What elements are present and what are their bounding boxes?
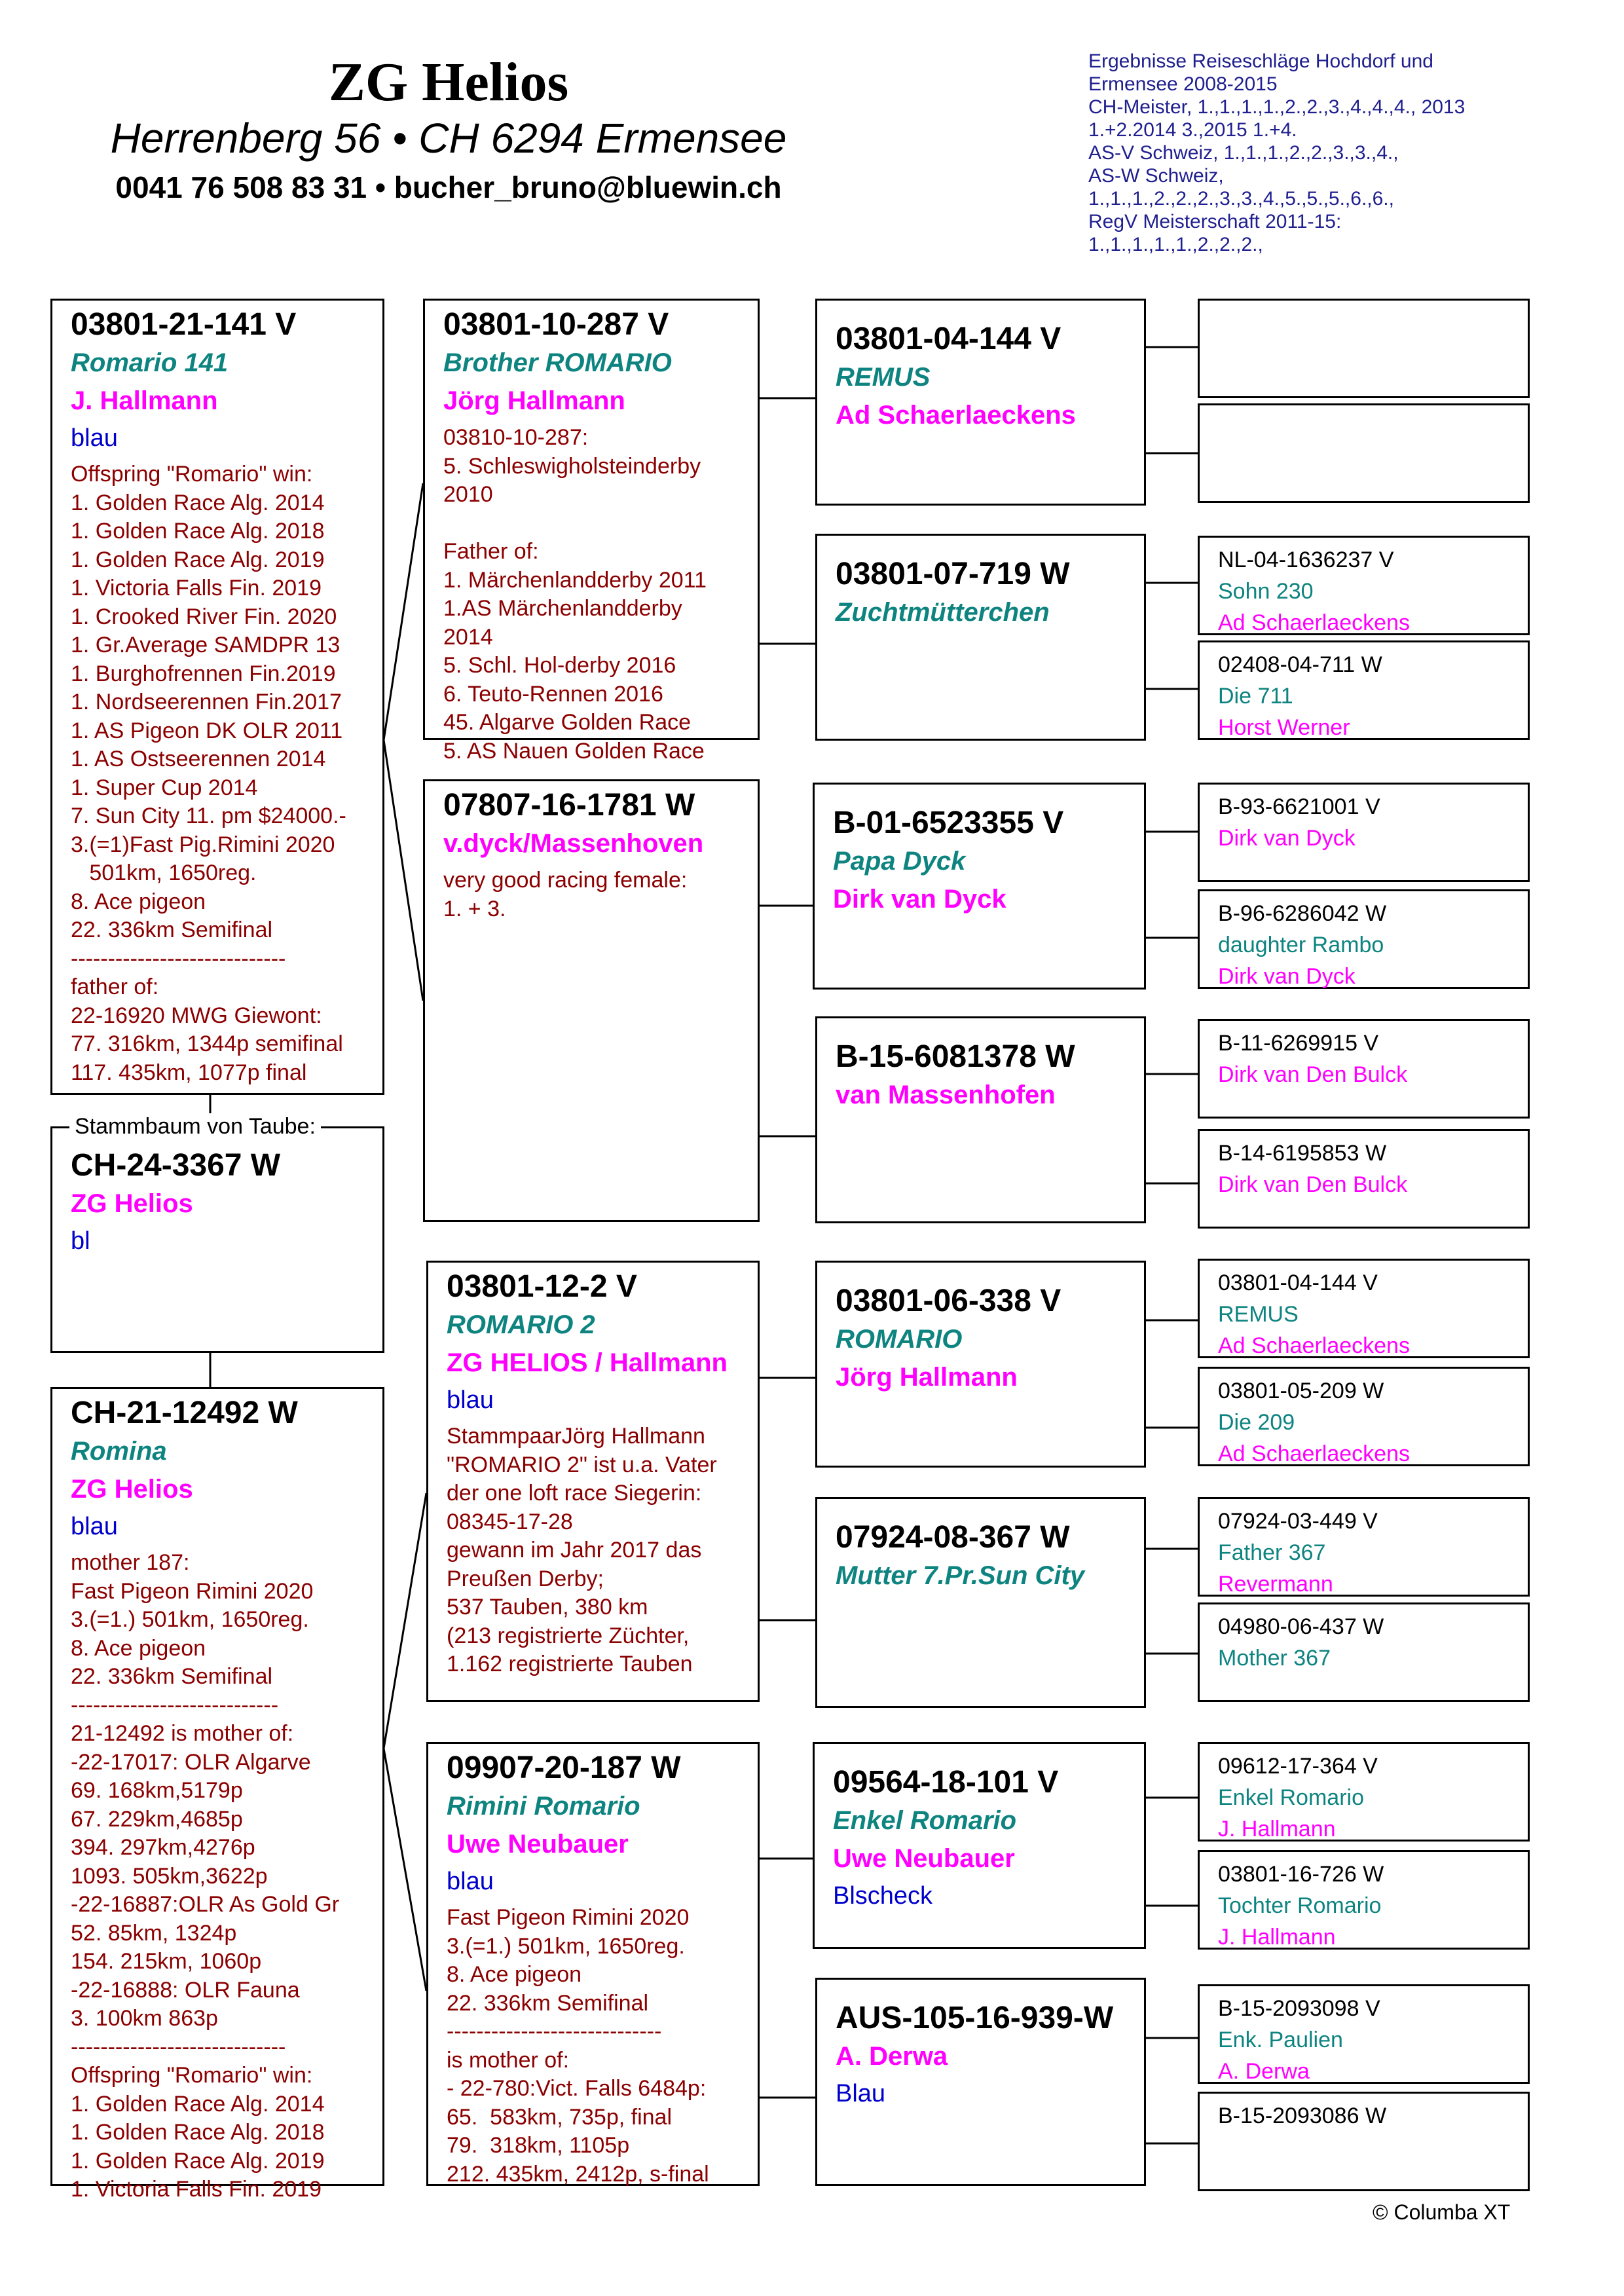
- results-line: RegV Meisterschaft 2011-15:: [1088, 211, 1342, 232]
- breeder-title: ZG Helios: [328, 52, 569, 113]
- owner: Horst Werner: [1218, 715, 1350, 740]
- pigeon-name: Die 711: [1218, 684, 1293, 709]
- results-line: Ergebnisse Reiseschläge Hochdorf und: [1088, 50, 1433, 72]
- pedigree-subject-label: Stammbaum von Taube:: [69, 1113, 321, 1139]
- pigeon-name: Papa Dyck: [833, 847, 966, 876]
- ring-number: AUS-105-16-939-W: [836, 2001, 1114, 2035]
- gen3-card: [815, 1016, 1146, 1223]
- owner: A. Derwa: [1218, 2059, 1310, 2084]
- pigeon-name: Tochter Romario: [1218, 1893, 1382, 1918]
- gen4-card: [1198, 1497, 1530, 1597]
- pigeon-name: REMUS: [1218, 1302, 1299, 1327]
- ring-number: NL-04-1636237 V: [1218, 547, 1394, 572]
- results-line: 1.,1.,1.,2.,2.,2.,3.,3.,4.,5.,5.,5.,6.,6.,: [1088, 188, 1394, 210]
- father-card: [50, 299, 384, 1095]
- pigeon-name: ROMARIO 2: [447, 1310, 595, 1339]
- ring-number: 09612-17-364 V: [1218, 1754, 1378, 1779]
- ring-number: 03801-21-141 V: [71, 307, 297, 342]
- owner: ZG HELIOS / Hallmann: [447, 1348, 728, 1377]
- paternal-grandfather-card: [423, 299, 760, 764]
- owner: Ad Schaerlaeckens: [836, 401, 1076, 430]
- owner: Jörg Hallmann: [443, 386, 625, 415]
- performance-notes: very good racing female: 1. + 3.: [443, 868, 688, 921]
- ring-number: 09564-18-101 V: [833, 1765, 1059, 1800]
- pigeon-name: daughter Rambo: [1218, 933, 1384, 957]
- ring-number: CH-21-12492 W: [71, 1396, 298, 1430]
- pigeon-name: Romario 141: [71, 348, 229, 377]
- performance-notes: StammpaarJörg Hallmann "ROMARIO 2" ist u.a. Vater der one loft race Siegerin: 08345-17-28 gewann im Jahr 2017 das Preußen Derby; 537 Tauben, 380 km (213 registrierte Züchter, 1.162 registrierte Tauben: [447, 1424, 717, 1676]
- gen4-card: [1198, 536, 1530, 635]
- owner: Ad Schaerlaeckens: [1218, 1441, 1410, 1466]
- results-summary: [1088, 50, 1612, 256]
- ring-number: 07924-08-367 W: [836, 1520, 1070, 1555]
- pigeon-name: Die 209: [1218, 1410, 1295, 1435]
- ring-number: 03801-16-726 W: [1218, 1862, 1384, 1887]
- owner: Uwe Neubauer: [447, 1830, 629, 1859]
- gen4-card: [1198, 1129, 1530, 1229]
- results-line: Ermensee 2008-2015: [1088, 73, 1278, 95]
- pigeon-name: Zuchtmütterchen: [836, 598, 1050, 627]
- gen3-card: [815, 1497, 1146, 1708]
- gen3-card: [815, 299, 1146, 506]
- owner: Uwe Neubauer: [833, 1844, 1015, 1873]
- ring-number: B-15-6081378 W: [836, 1039, 1075, 1074]
- gen4-card-empty: [1198, 403, 1530, 503]
- owner: ZG Helios: [71, 1475, 193, 1504]
- gen3-card: [815, 1261, 1146, 1468]
- gen4-card: [1198, 2092, 1530, 2191]
- breeder-address: Herrenberg 56 • CH 6294 Ermensee: [110, 115, 787, 162]
- owner: J. Hallmann: [71, 386, 218, 415]
- pigeon-name: Enkel Romario: [1218, 1785, 1364, 1810]
- gen4-card: [1198, 1602, 1530, 1702]
- pigeon-name: Mutter 7.Pr.Sun City: [836, 1561, 1085, 1590]
- plumage-color: blau: [447, 1868, 494, 1895]
- owner: Ad Schaerlaeckens: [1218, 610, 1410, 635]
- owner: Dirk van Dyck: [1218, 826, 1356, 851]
- pigeon-name: Mother 367: [1218, 1646, 1331, 1671]
- ring-number: B-96-6286042 W: [1218, 901, 1387, 926]
- ring-number: B-01-6523355 V: [833, 805, 1064, 840]
- gen4-card: [1198, 1850, 1530, 1950]
- pigeon-name: Rimini Romario: [447, 1792, 640, 1821]
- owner: van Massenhofen: [836, 1081, 1056, 1109]
- results-line: AS-V Schweiz, 1.,1.,1.,2.,2.,3.,3.,4.,: [1088, 142, 1399, 164]
- gen4-card: [1198, 1259, 1530, 1358]
- plumage-color: bl: [71, 1227, 90, 1255]
- plumage-color: blau: [71, 1513, 118, 1540]
- ring-number: 03801-04-144 V: [836, 322, 1061, 356]
- ring-number: 07807-16-1781 W: [443, 788, 695, 823]
- owner: Dirk van Dyck: [1218, 964, 1356, 989]
- ring-number: 04980-06-437 W: [1218, 1614, 1384, 1639]
- gen4-card: [1198, 889, 1530, 989]
- ring-number: 03801-10-287 V: [443, 307, 669, 342]
- results-line: 1.+2.2014 3.,2015 1.+4.: [1088, 119, 1297, 141]
- results-line: AS-W Schweiz,: [1088, 165, 1224, 187]
- pigeon-name: ROMARIO: [836, 1325, 963, 1354]
- gen3-card: [815, 534, 1146, 741]
- pigeon-name: Brother ROMARIO: [443, 348, 672, 377]
- performance-notes: mother 187: Fast Pigeon Rimini 2020 3.(=1.) 501km, 1650reg. 8. Ace pigeon 22. 336km Semifinal ---------------------------- 21-12492 is mother of: -22-17017: OLR Algarve 69. 168km,5179p 67. 229km,4685p 394. 297km,4276p 1093. 505km,3622p -22-16887:OLR As Gold Gr 52. 85km, 1324p 154. 215km, 1060p -22-16888: OLR Fauna 3. 100km 863p ----------------------------- Offspring "Romario" win: 1. Golden Race Alg. 2014 1. Golden Race Alg. 2018 1. Golden Race Alg. 2019 1. Victoria Falls Fin. 2019: [71, 1550, 340, 2202]
- owner: A. Derwa: [836, 2042, 948, 2071]
- owner: Jörg Hallmann: [836, 1363, 1018, 1392]
- ring-number: B-93-6621001 V: [1218, 794, 1380, 819]
- pigeon-name: Romina: [71, 1437, 167, 1466]
- pigeon-name: Father 367: [1218, 1540, 1326, 1565]
- mother-card: [50, 1387, 384, 2202]
- gen4-card-empty: [1198, 299, 1530, 398]
- ring-number: 02408-04-711 W: [1218, 652, 1382, 677]
- performance-notes: Offspring "Romario" win: 1. Golden Race Alg. 2014 1. Golden Race Alg. 2018 1. Golden Race Alg. 2019 1. Victoria Falls Fin. 2019 1. Crooked River Fin. 2020 1. Gr.Average SAMDPR 13 1. Burghofrennen Fin.2019 1. Nordseerennen Fin.2017 1. AS Pigeon DK OLR 2011 1. AS Ostseerennen 2014 1. Super Cup 2014 7. Sun City 11. pm $24000.- 3.(=1)Fast Pig.Rimini 2020 501km, 1650reg. 8. Ace pigeon 22. 336km Semifinal ----------------------------- father of: 22-16920 MWG Giewont: 77. 316km, 1344p semifinal 117. 435km, 1077p final: [71, 462, 346, 1085]
- pigeon-name: Sohn 230: [1218, 579, 1314, 604]
- pigeon-name: Enk. Paulien: [1218, 2028, 1343, 2052]
- pigeon-name: Enkel Romario: [833, 1806, 1017, 1835]
- plumage-color: blau: [71, 424, 118, 452]
- ring-number: CH-24-3367 W: [71, 1148, 281, 1183]
- ring-number: 03801-05-209 W: [1218, 1379, 1384, 1403]
- ring-number: 03801-06-338 V: [836, 1284, 1061, 1318]
- owner: J. Hallmann: [1218, 1925, 1336, 1950]
- gen3-card: [813, 783, 1146, 990]
- owner: v.dyck/Massenhoven: [443, 829, 704, 858]
- gen4-card: [1198, 1019, 1530, 1119]
- ring-number: 07924-03-449 V: [1218, 1509, 1378, 1534]
- subject-card: [50, 1126, 384, 1353]
- breeder-contact: 0041 76 508 83 31 • bucher_bruno@bluewin.ch: [115, 170, 782, 204]
- ring-number: B-15-2093086 W: [1218, 2103, 1387, 2128]
- maternal-grandmother-card: [426, 1742, 760, 2186]
- performance-notes: 03810-10-287: 5. Schleswigholsteinderby 2010 Father of: 1. Märchenlandderby 2011 1.AS Märchenlandderby 2014 5. Schl. Hol-derby 2016 6. Teuto-Rennen 2016 45. Algarve Golden Race 5. AS Nauen Golden Race: [443, 425, 707, 764]
- ring-number: B-14-6195853 W: [1218, 1141, 1387, 1166]
- gen4-card: [1198, 1984, 1530, 2084]
- results-line: 1.,1.,1.,1.,1.,2.,2.,2.,: [1088, 234, 1263, 255]
- plumage-color: blau: [447, 1386, 494, 1414]
- plumage-color: Blau: [836, 2080, 886, 2107]
- plumage-color: Blscheck: [833, 1882, 933, 1910]
- owner: Dirk van Den Bulck: [1218, 1062, 1408, 1087]
- ring-number: B-11-6269915 V: [1218, 1031, 1379, 1056]
- copyright: © Columba XT: [1373, 2200, 1511, 2224]
- gen3-card: [815, 1978, 1146, 2186]
- owner: Dirk van Dyck: [833, 885, 1006, 914]
- ring-number: 03801-04-144 V: [1218, 1270, 1378, 1295]
- maternal-grandfather-card: [426, 1261, 760, 1702]
- gen4-card: [1198, 783, 1530, 882]
- results-line: CH-Meister, 1.,1.,1.,1.,2.,2.,3.,4.,4.,4., 2013: [1088, 96, 1466, 118]
- gen3-card: [813, 1742, 1146, 1949]
- owner: Dirk van Den Bulck: [1218, 1172, 1408, 1197]
- ring-number: B-15-2093098 V: [1218, 1996, 1380, 2021]
- ring-number: 03801-07-719 W: [836, 557, 1070, 591]
- owner: ZG Helios: [71, 1189, 193, 1218]
- owner: Ad Schaerlaeckens: [1218, 1333, 1410, 1358]
- ring-number: 03801-12-2 V: [447, 1269, 637, 1304]
- ring-number: 09907-20-187 W: [447, 1750, 681, 1785]
- performance-notes: Fast Pigeon Rimini 2020 3.(=1.) 501km, 1650reg. 8. Ace pigeon 22. 336km Semifinal ----------------------------- is mother of: - 22-780:Vict. Falls 6484p: 65. 583km, 735p, final 79. 318km, 1105p 212. 435km, 2412p, s-final: [447, 1905, 709, 2187]
- owner: Revermann: [1218, 1572, 1333, 1597]
- gen4-card: [1198, 1367, 1530, 1466]
- pigeon-name: REMUS: [836, 363, 931, 392]
- gen4-card: [1198, 1742, 1530, 1842]
- paternal-grandmother-card: [423, 779, 760, 1222]
- gen4-card: [1198, 640, 1530, 740]
- owner: J. Hallmann: [1218, 1817, 1336, 1842]
